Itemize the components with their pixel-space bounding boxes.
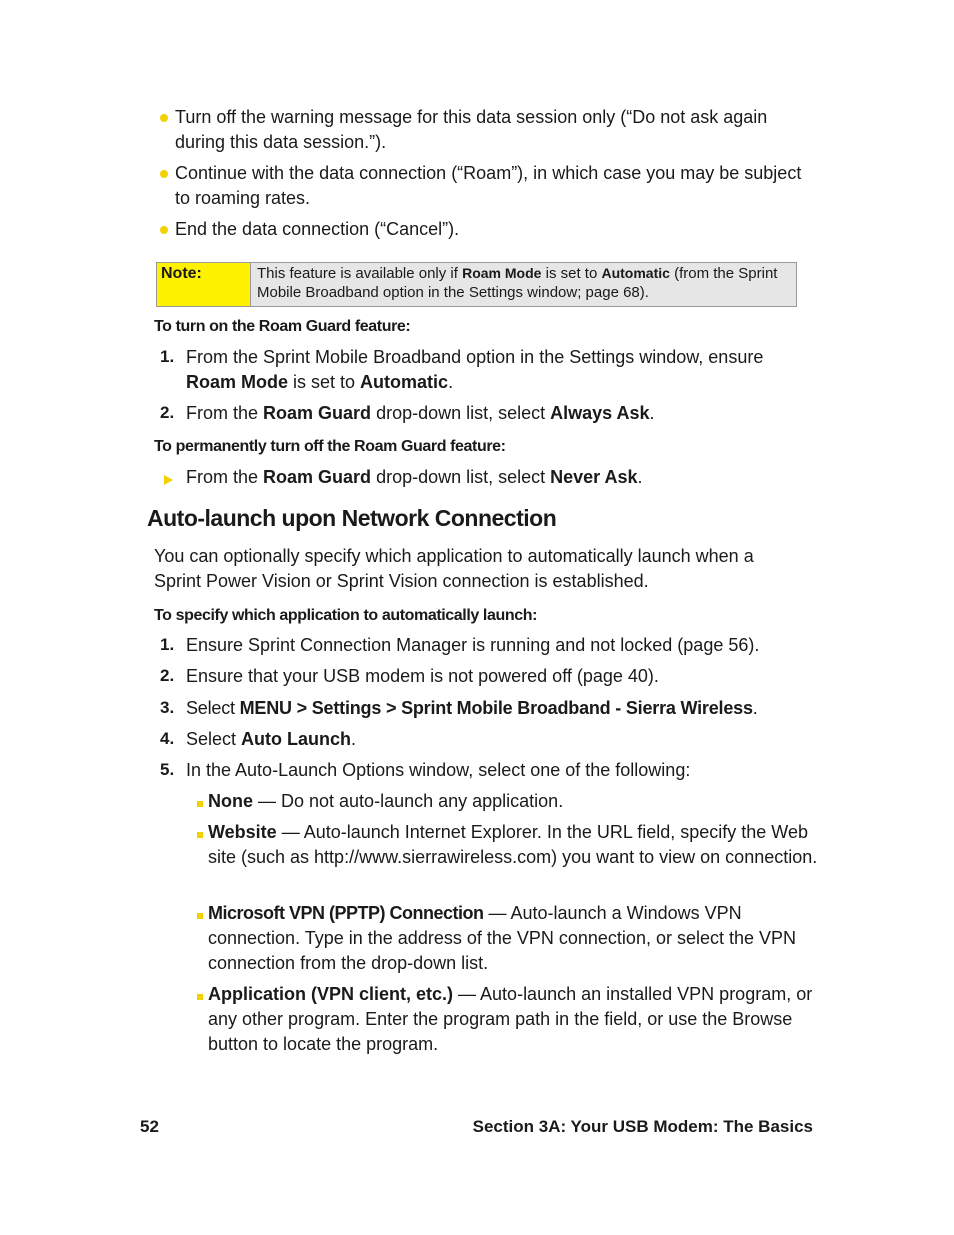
bullet-dot-icon [160, 170, 168, 178]
step-text: In the Auto-Launch Options window, select one of the following: [186, 760, 691, 780]
step-text: Ensure that your USB modem is not powered off (page 40). [186, 666, 659, 686]
arrow-right-icon [164, 475, 173, 485]
bullet-square-icon [197, 994, 203, 1000]
step-text: Select Auto Launch. [186, 729, 357, 749]
step-number: 2. [160, 666, 175, 685]
bullet-item: End the data connection (“Cancel”). [175, 219, 460, 239]
section-intro: You can optionally specify which application to automatically launch when a Sprint Power Vision or Sprint Vision connection is established. [154, 546, 754, 591]
step-number: 4. [160, 729, 175, 748]
bullet-item: Continue with the data connection (“Roam”), in which case you may be subject to roaming rates. [175, 163, 802, 208]
procedure-heading: To permanently turn off the Roam Guard feature: [154, 438, 506, 455]
bullet-square-icon [197, 913, 203, 919]
page-number: 52 [140, 1117, 159, 1136]
step-text: From the Sprint Mobile Broadband option in the Settings window, ensure Roam Mode is set to Automatic. [186, 347, 764, 392]
option-item: None — Do not auto-launch any application. [208, 791, 564, 811]
step-text: Select MENU > Settings > Sprint Mobile Broadband - Sierra Wireless. [186, 698, 758, 718]
procedure-heading: To turn on the Roam Guard feature: [154, 318, 411, 335]
note-text: This feature is available only if Roam Mode is set to Automatic (from the Sprint Mobile Broadband option in the Settings window; page 68). [257, 265, 778, 301]
footer-section-title: Section 3A: Your USB Modem: The Basics [472, 1117, 813, 1136]
note-box [156, 262, 797, 307]
bullet-square-icon [197, 801, 203, 807]
bullet-dot-icon [160, 226, 168, 234]
step-text: From the Roam Guard drop-down list, select Never Ask. [186, 467, 643, 487]
note-label: Note: [157, 263, 251, 306]
procedure-heading: To specify which application to automatically launch: [154, 607, 538, 624]
bullet-dot-icon [160, 114, 168, 122]
step-number: 2. [160, 403, 175, 422]
step-text: Ensure Sprint Connection Manager is running and not locked (page 56). [186, 635, 760, 655]
option-item: Application (VPN client, etc.) — Auto-launch an installed VPN program, or any other program. Enter the program path in the field, or use the Browse button to locate the program. [208, 984, 813, 1054]
bullet-square-icon [197, 832, 203, 838]
option-item: Microsoft VPN (PPTP) Connection — Auto-launch a Windows VPN connection. Type in the address of the VPN connection, or select the VPN connection from the drop-down list. [208, 903, 797, 973]
step-number: 1. [160, 347, 175, 366]
section-heading: Auto-launch upon Network Connection [147, 505, 557, 531]
step-number: 1. [160, 635, 175, 654]
option-item: Website — Auto-launch Internet Explorer. In the URL field, specify the Web site (such as http://www.sierrawireless.com) you want to view on connection. [208, 822, 818, 867]
step-number: 5. [160, 760, 175, 779]
step-text: From the Roam Guard drop-down list, select Always Ask. [186, 403, 655, 423]
bullet-item: Turn off the warning message for this data session only (“Do not ask again during this data session.”). [175, 107, 768, 152]
step-number: 3. [160, 698, 175, 717]
